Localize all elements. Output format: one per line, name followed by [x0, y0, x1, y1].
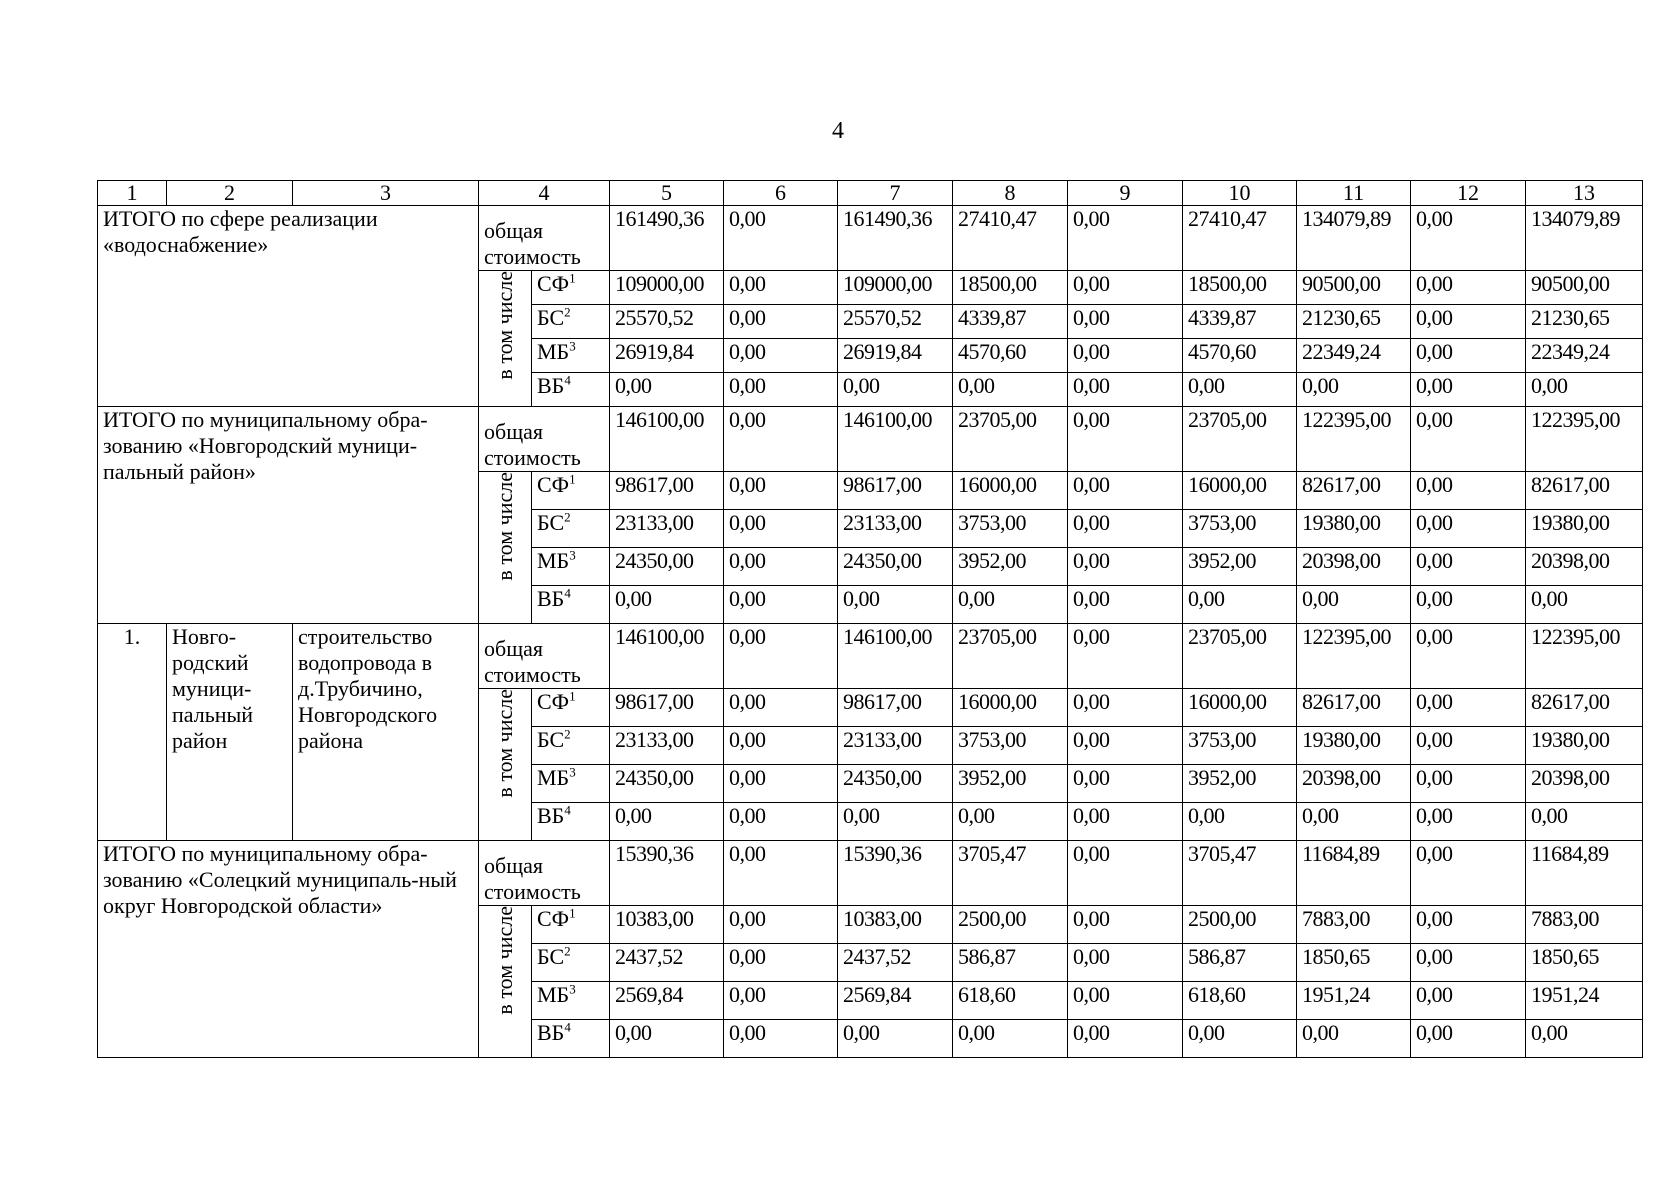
funding-value: 0,00	[1068, 727, 1183, 765]
total-value: 122395,00	[1297, 624, 1411, 689]
funding-value: 0,00	[1411, 765, 1526, 803]
total-value: 0,00	[1068, 407, 1183, 472]
funding-value: 0,00	[1068, 271, 1183, 305]
funding-value: 0,00	[1411, 689, 1526, 727]
funding-value: 19380,00	[1297, 510, 1411, 548]
funding-value: 10383,00	[610, 906, 724, 944]
funding-source-label	[532, 803, 610, 841]
total-cost-label: общая стоимость	[479, 624, 610, 689]
funding-value: 16000,00	[953, 689, 1068, 727]
funding-source-code: МБ	[537, 548, 570, 573]
funding-value: 4339,87	[1183, 305, 1297, 339]
footnote-marker: 2	[564, 943, 571, 959]
funding-value: 3952,00	[953, 548, 1068, 586]
funding-value: 16000,00	[1183, 689, 1297, 727]
funding-value: 0,00	[724, 548, 838, 586]
total-cost-label: общая стоимость	[479, 407, 610, 472]
funding-value: 98617,00	[838, 472, 953, 510]
funding-source-label	[532, 727, 610, 765]
funding-value: 23133,00	[838, 727, 953, 765]
funding-value: 0,00	[1411, 727, 1526, 765]
funding-value: 0,00	[1411, 373, 1526, 407]
section-total-row	[98, 841, 1643, 906]
funding-value: 4570,60	[1183, 339, 1297, 373]
total-value: 122395,00	[1297, 407, 1411, 472]
total-cost-label: общая стоимость	[479, 841, 610, 906]
total-value: 15390,36	[610, 841, 724, 906]
funding-value: 0,00	[1068, 803, 1183, 841]
total-value: 0,00	[724, 624, 838, 689]
total-value: 0,00	[724, 407, 838, 472]
funding-source-label	[532, 510, 610, 548]
funding-source-label	[532, 765, 610, 803]
funding-value: 23133,00	[610, 727, 724, 765]
funding-source-code: МБ	[537, 982, 570, 1007]
total-value: 161490,36	[838, 206, 953, 271]
funding-source-label	[532, 982, 610, 1020]
funding-value: 98617,00	[838, 689, 953, 727]
column-header-2: 2	[167, 181, 293, 206]
funding-value: 0,00	[1411, 803, 1526, 841]
funding-value: 3753,00	[953, 727, 1068, 765]
including-text: в том числе	[492, 906, 517, 1015]
including-text: в том числе	[492, 689, 517, 798]
funding-value: 90500,00	[1526, 271, 1643, 305]
total-value: 0,00	[1068, 841, 1183, 906]
funding-value: 0,00	[724, 765, 838, 803]
funding-value: 0,00	[1068, 689, 1183, 727]
funding-value: 0,00	[724, 510, 838, 548]
footnote-marker: 2	[564, 509, 571, 525]
funding-value: 0,00	[1068, 1020, 1183, 1058]
funding-value: 98617,00	[610, 689, 724, 727]
funding-value: 3952,00	[1183, 548, 1297, 586]
funding-value: 20398,00	[1526, 765, 1643, 803]
column-header-11: 11	[1297, 181, 1411, 206]
funding-value: 0,00	[1411, 1020, 1526, 1058]
funding-value: 24350,00	[610, 765, 724, 803]
funding-source-code: БС	[537, 305, 565, 330]
funding-value: 21230,65	[1526, 305, 1643, 339]
funding-value: 0,00	[610, 586, 724, 624]
funding-value: 0,00	[1411, 982, 1526, 1020]
table-body	[98, 181, 1643, 1058]
total-value: 23705,00	[1183, 624, 1297, 689]
section-title: ИТОГО по сфере реализации «водоснабжение»	[98, 206, 479, 407]
funding-value: 0,00	[1068, 982, 1183, 1020]
footnote-marker: 4	[564, 585, 571, 601]
funding-value: 1850,65	[1297, 944, 1411, 982]
funding-value: 7883,00	[1297, 906, 1411, 944]
funding-value: 4339,87	[953, 305, 1068, 339]
funding-value: 0,00	[724, 1020, 838, 1058]
total-value: 0,00	[724, 841, 838, 906]
funding-value: 586,87	[1183, 944, 1297, 982]
total-value: 146100,00	[610, 407, 724, 472]
funding-value: 0,00	[610, 1020, 724, 1058]
funding-value: 0,00	[1411, 339, 1526, 373]
funding-value: 109000,00	[838, 271, 953, 305]
funding-value: 3952,00	[953, 765, 1068, 803]
page-number: 4	[832, 118, 844, 144]
total-value: 23705,00	[953, 407, 1068, 472]
funding-value: 0,00	[838, 1020, 953, 1058]
funding-value: 0,00	[724, 339, 838, 373]
funding-source-label	[532, 271, 610, 305]
funding-source-code: БС	[537, 727, 565, 752]
total-value: 161490,36	[610, 206, 724, 271]
funding-value: 0,00	[1297, 373, 1411, 407]
column-header-4: 4	[479, 181, 610, 206]
funding-value: 82617,00	[1297, 689, 1411, 727]
funding-value: 25570,52	[838, 305, 953, 339]
funding-source-code: СФ	[537, 906, 570, 931]
funding-value: 0,00	[1068, 548, 1183, 586]
funding-value: 2500,00	[1183, 906, 1297, 944]
total-value: 122395,00	[1526, 624, 1643, 689]
footnote-marker: 1	[569, 270, 576, 286]
funding-value: 3952,00	[1183, 765, 1297, 803]
funding-source-code: СФ	[537, 472, 570, 497]
total-value: 146100,00	[610, 624, 724, 689]
column-header-9: 9	[1068, 181, 1183, 206]
total-value: 11684,89	[1526, 841, 1643, 906]
column-header-8: 8	[953, 181, 1068, 206]
funding-value: 0,00	[1526, 373, 1643, 407]
funding-value: 0,00	[1297, 803, 1411, 841]
funding-value: 0,00	[1183, 803, 1297, 841]
funding-value: 23133,00	[610, 510, 724, 548]
total-value: 146100,00	[838, 624, 953, 689]
funding-value: 90500,00	[1297, 271, 1411, 305]
funding-value: 16000,00	[953, 472, 1068, 510]
funding-value: 0,00	[1068, 472, 1183, 510]
funding-source-label	[532, 373, 610, 407]
total-cost-label: общая стоимость	[479, 206, 610, 271]
funding-value: 2437,52	[610, 944, 724, 982]
funding-value: 0,00	[724, 906, 838, 944]
funding-value: 1850,65	[1526, 944, 1643, 982]
funding-source-label	[532, 339, 610, 373]
funding-value: 0,00	[1411, 586, 1526, 624]
funding-value: 10383,00	[838, 906, 953, 944]
funding-source-label	[532, 305, 610, 339]
funding-value: 25570,52	[610, 305, 724, 339]
funding-value: 0,00	[1068, 586, 1183, 624]
total-value: 3705,47	[953, 841, 1068, 906]
funding-value: 22349,24	[1526, 339, 1643, 373]
funding-source-code: СФ	[537, 689, 570, 714]
footnote-marker: 3	[569, 764, 576, 780]
footnote-marker: 2	[564, 726, 571, 742]
funding-value: 18500,00	[953, 271, 1068, 305]
column-header-3: 3	[293, 181, 479, 206]
funding-value: 23133,00	[838, 510, 953, 548]
funding-value: 3753,00	[1183, 510, 1297, 548]
column-header-12: 12	[1411, 181, 1526, 206]
funding-value: 24350,00	[838, 765, 953, 803]
column-header-6: 6	[724, 181, 838, 206]
funding-value: 0,00	[953, 586, 1068, 624]
funding-value: 0,00	[1526, 586, 1643, 624]
budget-table	[97, 180, 1643, 1058]
funding-value: 0,00	[610, 373, 724, 407]
funding-value: 0,00	[1068, 906, 1183, 944]
funding-value: 0,00	[1411, 510, 1526, 548]
funding-value: 0,00	[724, 982, 838, 1020]
funding-value: 0,00	[1068, 339, 1183, 373]
funding-value: 24350,00	[610, 548, 724, 586]
funding-source-code: ВБ	[537, 586, 565, 611]
funding-value: 0,00	[953, 803, 1068, 841]
column-header-1: 1	[98, 181, 167, 206]
section-title: ИТОГО по муниципальному обра-зованию «Солецкий муниципаль-ный округ Новгородской области»	[98, 841, 479, 1058]
section-total-row	[98, 624, 1643, 689]
funding-value: 82617,00	[1526, 689, 1643, 727]
funding-value: 20398,00	[1297, 548, 1411, 586]
funding-value: 0,00	[724, 271, 838, 305]
total-value: 134079,89	[1297, 206, 1411, 271]
item-object: строительство водопровода в д.Трубичино, Новгородского района	[293, 624, 479, 841]
funding-value: 618,60	[1183, 982, 1297, 1020]
including-label	[479, 689, 532, 841]
footnote-marker: 4	[564, 372, 571, 388]
funding-value: 0,00	[610, 803, 724, 841]
funding-source-code: ВБ	[537, 803, 565, 828]
funding-value: 0,00	[1068, 373, 1183, 407]
total-value: 11684,89	[1297, 841, 1411, 906]
column-header-7: 7	[838, 181, 953, 206]
funding-value: 0,00	[724, 803, 838, 841]
total-value: 27410,47	[953, 206, 1068, 271]
funding-value: 3753,00	[953, 510, 1068, 548]
funding-value: 3753,00	[1183, 727, 1297, 765]
funding-value: 0,00	[1411, 906, 1526, 944]
funding-value: 0,00	[1183, 586, 1297, 624]
including-label	[479, 271, 532, 407]
footnote-marker: 1	[569, 688, 576, 704]
total-value: 0,00	[1411, 407, 1526, 472]
total-value: 0,00	[1068, 624, 1183, 689]
footnote-marker: 3	[569, 338, 576, 354]
including-text: в том числе	[492, 472, 517, 581]
funding-value: 0,00	[838, 803, 953, 841]
total-value: 23705,00	[953, 624, 1068, 689]
funding-value: 0,00	[838, 373, 953, 407]
funding-value: 0,00	[1411, 271, 1526, 305]
funding-value: 1951,24	[1526, 982, 1643, 1020]
funding-source-label	[532, 944, 610, 982]
funding-value: 0,00	[724, 944, 838, 982]
funding-source-label	[532, 472, 610, 510]
funding-value: 2437,52	[838, 944, 953, 982]
funding-value: 0,00	[1183, 1020, 1297, 1058]
funding-value: 0,00	[1526, 1020, 1643, 1058]
section-total-row	[98, 206, 1643, 271]
funding-value: 98617,00	[610, 472, 724, 510]
funding-value: 0,00	[953, 1020, 1068, 1058]
column-header-13: 13	[1526, 181, 1643, 206]
funding-value: 0,00	[1411, 305, 1526, 339]
footnote-marker: 1	[569, 471, 576, 487]
funding-value: 7883,00	[1526, 906, 1643, 944]
column-header-10: 10	[1183, 181, 1297, 206]
funding-value: 82617,00	[1526, 472, 1643, 510]
funding-source-label	[532, 906, 610, 944]
funding-value: 0,00	[1411, 548, 1526, 586]
funding-value: 0,00	[1068, 765, 1183, 803]
funding-value: 586,87	[953, 944, 1068, 982]
total-value: 146100,00	[838, 407, 953, 472]
funding-value: 0,00	[1068, 944, 1183, 982]
funding-value: 82617,00	[1297, 472, 1411, 510]
total-value: 0,00	[1411, 206, 1526, 271]
funding-source-code: ВБ	[537, 373, 565, 398]
total-value: 134079,89	[1526, 206, 1643, 271]
funding-value: 20398,00	[1297, 765, 1411, 803]
funding-value: 21230,65	[1297, 305, 1411, 339]
funding-value: 0,00	[1183, 373, 1297, 407]
funding-value: 0,00	[1411, 472, 1526, 510]
header-row	[98, 181, 1643, 206]
total-value: 0,00	[1068, 206, 1183, 271]
funding-value: 20398,00	[1526, 548, 1643, 586]
footnote-marker: 2	[564, 304, 571, 320]
funding-source-code: СФ	[537, 271, 570, 296]
funding-source-code: БС	[537, 510, 565, 535]
funding-value: 19380,00	[1526, 510, 1643, 548]
funding-value: 0,00	[1068, 305, 1183, 339]
including-label	[479, 906, 532, 1058]
funding-value: 1951,24	[1297, 982, 1411, 1020]
item-territory: Новго-родский муници-пальный район	[167, 624, 293, 841]
funding-source-code: БС	[537, 944, 565, 969]
section-title: ИТОГО по муниципальному обра-зованию «Новгородский муници-пальный район»	[98, 407, 479, 624]
funding-value: 0,00	[724, 305, 838, 339]
funding-value: 0,00	[724, 472, 838, 510]
section-total-row	[98, 407, 1643, 472]
footnote-marker: 3	[569, 981, 576, 997]
funding-source-label	[532, 1020, 610, 1058]
funding-value: 0,00	[724, 586, 838, 624]
total-value: 122395,00	[1526, 407, 1643, 472]
including-text: в том числе	[492, 271, 517, 380]
funding-value: 4570,60	[953, 339, 1068, 373]
funding-value: 0,00	[1526, 803, 1643, 841]
total-value: 0,00	[1411, 841, 1526, 906]
funding-value: 0,00	[1068, 510, 1183, 548]
funding-value: 0,00	[724, 727, 838, 765]
funding-source-label	[532, 586, 610, 624]
footnote-marker: 4	[564, 802, 571, 818]
funding-value: 0,00	[838, 586, 953, 624]
total-value: 27410,47	[1183, 206, 1297, 271]
funding-source-code: ВБ	[537, 1020, 565, 1045]
total-value: 0,00	[1411, 624, 1526, 689]
total-value: 3705,47	[1183, 841, 1297, 906]
funding-value: 18500,00	[1183, 271, 1297, 305]
funding-value: 0,00	[1411, 944, 1526, 982]
funding-value: 0,00	[953, 373, 1068, 407]
funding-source-code: МБ	[537, 765, 570, 790]
funding-source-code: МБ	[537, 339, 570, 364]
item-number: 1.	[98, 624, 167, 841]
funding-value: 19380,00	[1297, 727, 1411, 765]
funding-value: 26919,84	[610, 339, 724, 373]
footnote-marker: 4	[564, 1019, 571, 1035]
total-value: 15390,36	[838, 841, 953, 906]
funding-value: 0,00	[724, 373, 838, 407]
funding-value: 24350,00	[838, 548, 953, 586]
footnote-marker: 1	[569, 905, 576, 921]
funding-value: 0,00	[1297, 1020, 1411, 1058]
funding-value: 22349,24	[1297, 339, 1411, 373]
funding-value: 2569,84	[838, 982, 953, 1020]
funding-source-label	[532, 689, 610, 727]
funding-value: 26919,84	[838, 339, 953, 373]
funding-value: 19380,00	[1526, 727, 1643, 765]
funding-value: 0,00	[724, 689, 838, 727]
funding-source-label	[532, 548, 610, 586]
total-value: 0,00	[724, 206, 838, 271]
funding-value: 618,60	[953, 982, 1068, 1020]
including-label	[479, 472, 532, 624]
funding-value: 16000,00	[1183, 472, 1297, 510]
footnote-marker: 3	[569, 547, 576, 563]
funding-value: 109000,00	[610, 271, 724, 305]
funding-value: 2569,84	[610, 982, 724, 1020]
total-value: 23705,00	[1183, 407, 1297, 472]
column-header-5: 5	[610, 181, 724, 206]
funding-value: 0,00	[1297, 586, 1411, 624]
funding-value: 2500,00	[953, 906, 1068, 944]
